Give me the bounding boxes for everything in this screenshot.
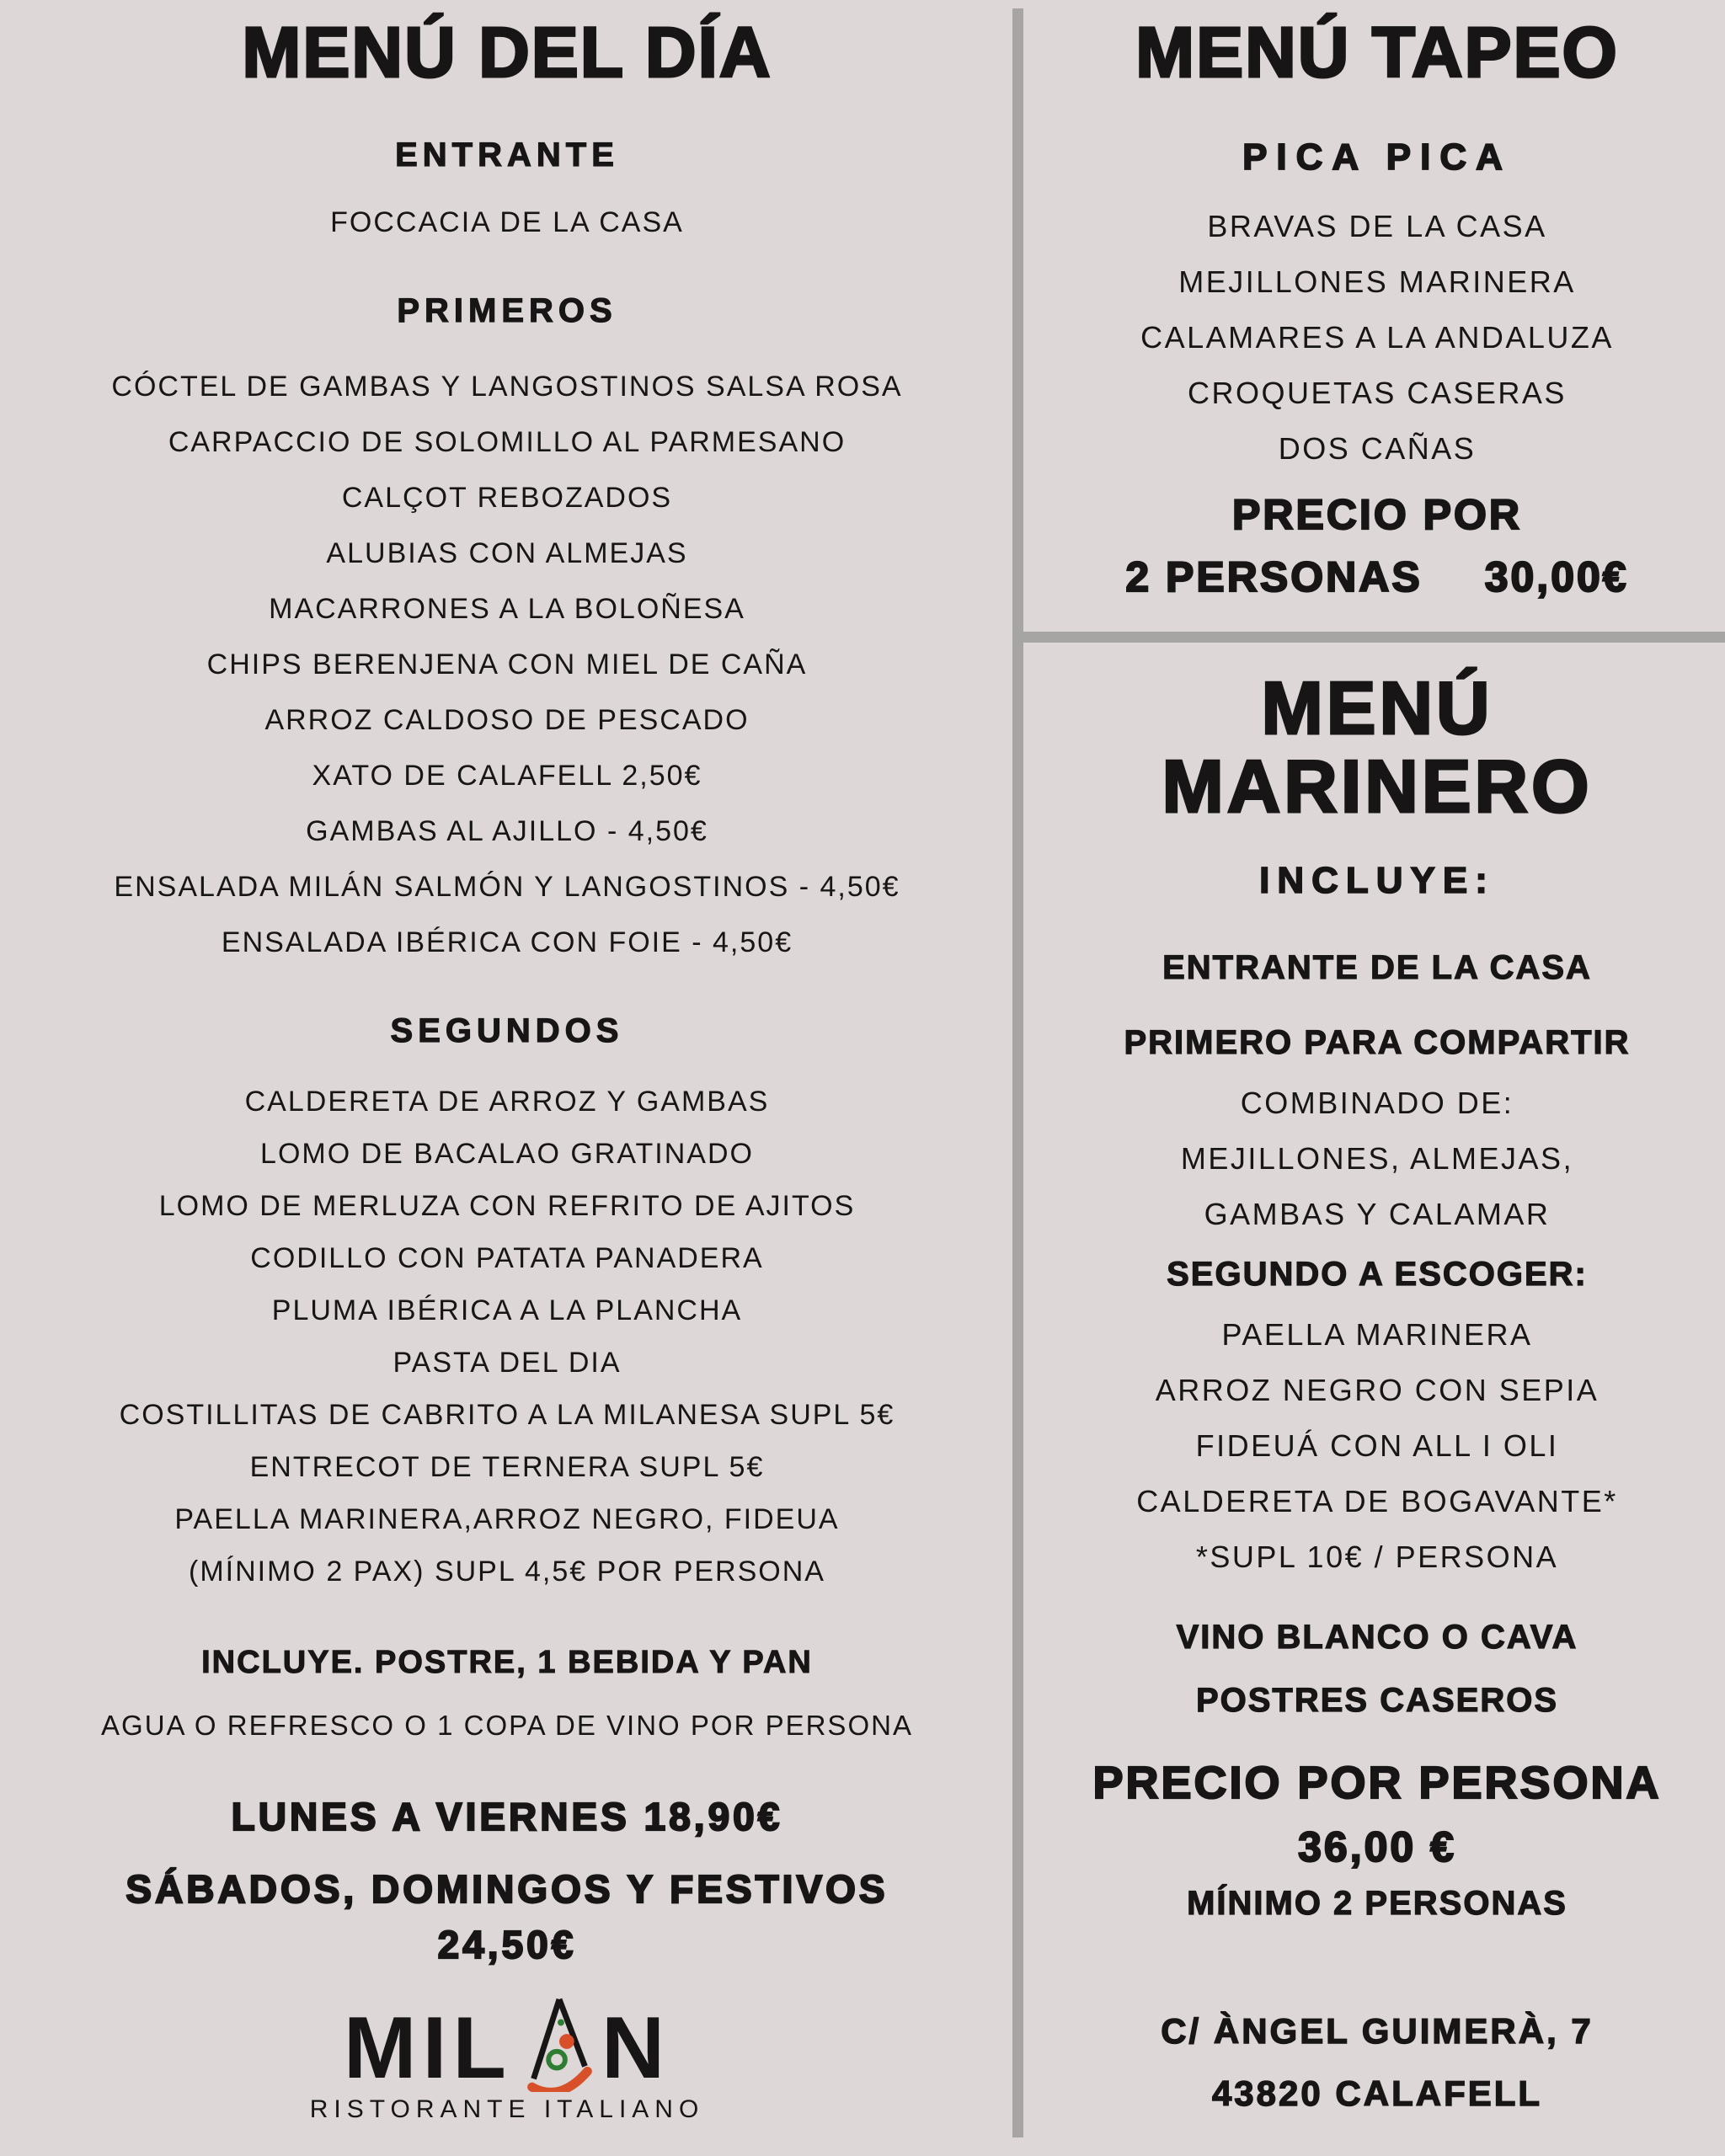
menu-item: COSTILLITAS DE CABRITO A LA MILANESA SUPL 5€ [119, 1399, 895, 1432]
menu-item: MACARRONES A LA BOLOÑESA [269, 593, 745, 626]
marinero-price-value: 36,00 € [1298, 1822, 1456, 1870]
menu-item: CHIPS BERENJENA CON MIEL DE CAÑA [206, 648, 808, 681]
menu-item: MEJILLONES, ALMEJAS, [1180, 1140, 1574, 1176]
menu-item: PAELLA MARINERA [1221, 1316, 1533, 1352]
menu-item: COMBINADO DE: [1240, 1085, 1514, 1120]
logo-text-start: MIL [343, 1999, 512, 2098]
marinero-segundo-heading: SEGUNDO A ESCOGER: [1167, 1255, 1588, 1293]
menu-item: CODILLO CON PATATA PANADERA [250, 1242, 764, 1275]
menu-item: *SUPL 10€ / PERSONA [1195, 1539, 1559, 1574]
menu-del-dia-title: MENÚ DEL DÍA [242, 13, 772, 92]
entrante-heading: ENTRANTE [395, 136, 619, 174]
address-block [1040, 2000, 1714, 2125]
menu-item: FOCCACIA DE LA CASA [330, 206, 684, 239]
segundos-list [10, 1075, 1004, 1598]
menu-item: ENSALADA IBÉRICA CON FOIE - 4,50€ [221, 926, 793, 959]
marinero-drink-line: VINO BLANCO O CAVA [1176, 1618, 1578, 1656]
tapeo-price-qualifier: 2 PERSONAS [1125, 553, 1423, 601]
menu-item: XATO DE CALAFELL 2,50€ [312, 760, 702, 792]
menu-item: CÓCTEL DE GAMBAS Y LANGOSTINOS SALSA ROSA [111, 371, 903, 403]
menu-item: LOMO DE BACALAO GRATINADO [260, 1138, 754, 1171]
menu-item: PLUMA IBÉRICA A LA PLANCHA [271, 1294, 743, 1327]
marinero-dessert-line: POSTRES CASEROS [1195, 1681, 1559, 1719]
menu-item: CROQUETAS CASERAS [1188, 376, 1567, 411]
menu-tapeo-title: MENÚ TAPEO [1135, 13, 1619, 92]
menu-item: MEJILLONES MARINERA [1178, 264, 1576, 300]
marinero-title-line1: MENÚ [1261, 666, 1493, 750]
weekday-price: LUNES A VIERNES 18,90€ [231, 1795, 783, 1839]
menu-tapeo-section [1040, 0, 1714, 601]
tapeo-price-value: 30,00€ [1484, 553, 1629, 601]
menu-marinero-title [1040, 666, 1714, 829]
menu-item: (MÍNIMO 2 PAX) SUPL 4,5€ POR PERSONA [189, 1556, 825, 1588]
includes-detail: AGUA O REFRESCO O 1 COPA DE VINO POR PERSONA [101, 1710, 913, 1742]
weekend-price-value: 24,50€ [437, 1923, 577, 1967]
menu-item: CALAMARES A LA ANDALUZA [1140, 320, 1614, 355]
address-line1: C/ ÀNGEL GUIMERÀ, 7 [1161, 2010, 1594, 2051]
pizza-slice-icon [521, 1994, 598, 2092]
logo-subtitle: RISTORANTE ITALIANO [309, 2095, 705, 2124]
includes-line: INCLUYE. POSTRE, 1 BEBIDA Y PAN [201, 1645, 813, 1681]
marinero-primero-heading: PRIMERO PARA COMPARTIR [1124, 1023, 1631, 1061]
marinero-entrante: ENTRANTE DE LA CASA [1162, 948, 1592, 986]
menu-item: ARROZ NEGRO CON SEPIA [1155, 1372, 1599, 1407]
marinero-includes-heading: INCLUYE: [1259, 859, 1495, 901]
tapeo-price-row [1040, 552, 1714, 601]
menu-item: PAELLA MARINERA,ARROZ NEGRO, FIDEUA [174, 1503, 840, 1536]
primeros-heading: PRIMEROS [397, 292, 617, 330]
menu-marinero-section [1040, 648, 1714, 2125]
weekend-price-days: SÁBADOS, DOMINGOS Y FESTIVOS [126, 1867, 889, 1912]
pica-pica-heading: PICA PICA [1242, 136, 1512, 179]
menu-item: CALÇOT REBOZADOS [341, 482, 673, 515]
menu-del-dia-column [10, 0, 1004, 2124]
menu-item: CARPACCIO DE SOLOMILLO AL PARMESANO [168, 426, 846, 459]
menu-item: ENSALADA MILÁN SALMÓN Y LANGOSTINOS - 4,50€ [114, 871, 900, 904]
menu-item: ENTRECOT DE TERNERA SUPL 5€ [249, 1451, 765, 1484]
menu-item: FIDEUÁ CON ALL I OLI [1195, 1428, 1559, 1463]
primeros-list [10, 359, 1004, 970]
menu-item: CALDERETA DE ARROZ Y GAMBAS [244, 1086, 770, 1118]
logo-text-end: N [601, 1999, 671, 2098]
marinero-segundo-list [1040, 1307, 1714, 1585]
logo-wordmark [10, 1994, 1004, 2098]
menu-item: ALUBIAS CON ALMEJAS [326, 537, 688, 570]
column-divider [1012, 8, 1023, 2137]
menu-item: CALDERETA DE BOGAVANTE* [1136, 1483, 1618, 1518]
milan-logo [10, 1994, 1004, 2124]
menu-item: GAMBAS Y CALAMAR [1204, 1196, 1551, 1231]
marinero-price-heading: PRECIO POR PERSONA [1092, 1757, 1662, 1808]
section-divider [1023, 632, 1725, 643]
tapeo-list [1040, 199, 1714, 477]
menu-item: DOS CAÑAS [1278, 431, 1477, 467]
marinero-primero-list [1040, 1075, 1714, 1242]
menu-item: PASTA DEL DIA [393, 1347, 622, 1380]
menu-item: GAMBAS AL AJILLO - 4,50€ [306, 815, 708, 848]
marinero-title-line2: MARINERO [1162, 744, 1593, 829]
segundos-heading: SEGUNDOS [390, 1012, 624, 1050]
address-line2: 43820 CALAFELL [1211, 2073, 1543, 2113]
marinero-price-note: MÍNIMO 2 PERSONAS [1187, 1884, 1567, 1922]
tapeo-price-label: PRECIO POR [1232, 491, 1522, 539]
menu-item: ARROZ CALDOSO DE PESCADO [264, 704, 750, 737]
menu-item: LOMO DE MERLUZA CON REFRITO DE AJITOS [158, 1190, 856, 1223]
menu-item: BRAVAS DE LA CASA [1207, 209, 1547, 244]
